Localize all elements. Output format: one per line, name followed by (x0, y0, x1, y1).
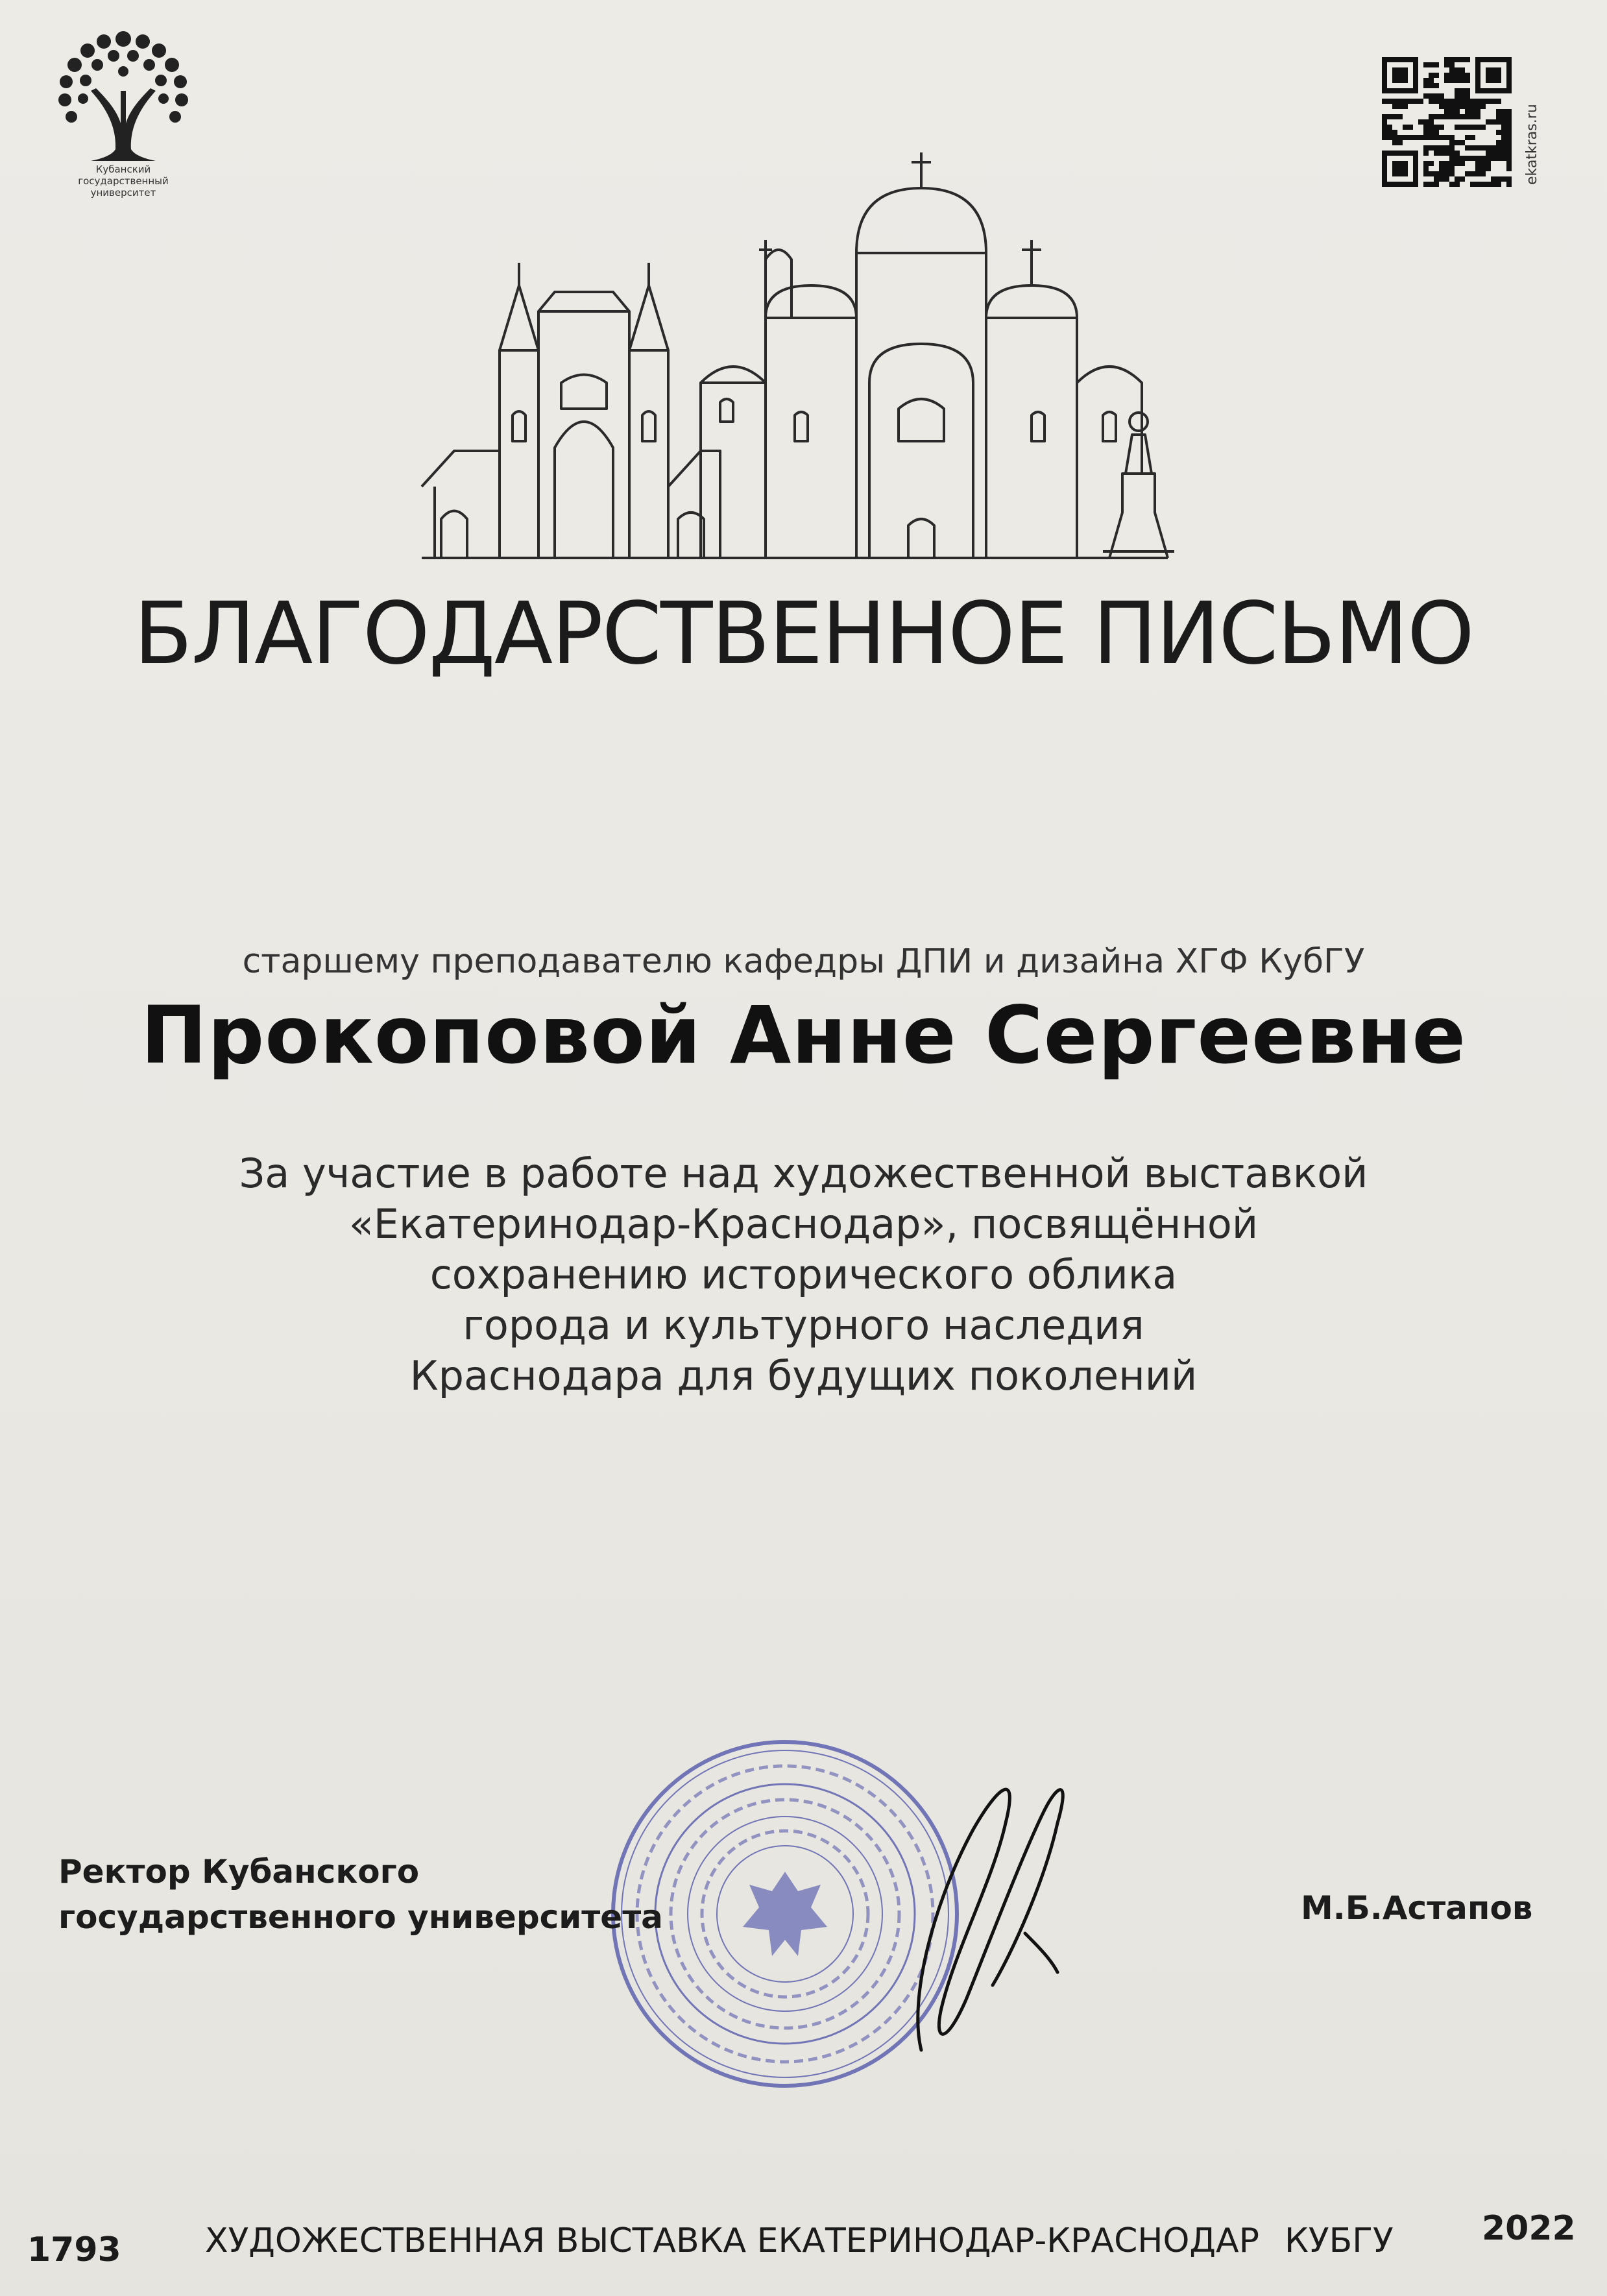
signatory-title: Ректор Кубанского государственного университета (58, 1853, 663, 1936)
university-logo (26, 13, 221, 208)
svg-text:государственный: государственный (78, 175, 169, 187)
handwritten-signature (895, 1739, 1090, 2076)
svg-text:университет: университет (90, 187, 156, 199)
cathedral-illustration (415, 136, 1181, 571)
svg-text:Кубанский: Кубанский (95, 163, 151, 175)
qr-url-label (1518, 58, 1544, 188)
qr-code-icon (1382, 57, 1512, 187)
tree-icon (26, 13, 221, 208)
qr-code[interactable] (1382, 57, 1512, 187)
footer-year: 2022 (1482, 2209, 1576, 2248)
footer-year-founded: 1793 (27, 2230, 121, 2269)
recipient-name: Прокоповой Анне Сергеевне (140, 989, 1467, 1082)
reason-paragraph (0, 1148, 1607, 1401)
reason-line: «Екатеринодар-Краснодар», посвящённой (348, 1200, 1259, 1248)
reason-line: сохранению исторического облика (429, 1251, 1178, 1298)
recipient-position: старшему преподавателю кафедры ДПИ и дизайна ХГФ КубГУ (242, 942, 1365, 981)
reason-line: Краснодара для будущих поколений (409, 1352, 1198, 1399)
reason-line: За участие в работе над художественной выставкой (239, 1150, 1368, 1197)
footer-exhibition-name: ХУДОЖЕСТВЕННАЯ ВЫСТАВКА ЕКАТЕРИНОДАР-КРАСНОДАР (205, 2221, 1259, 2260)
reason-line: города и культурного наследия (463, 1301, 1144, 1349)
signatory-name: М.Б.Астапов (1301, 1889, 1533, 1927)
svg-text:ekatkras.ru: ekatkras.ru (1524, 104, 1540, 185)
document-title: БЛАГОДАРСТВЕННОЕ ПИСЬМО (134, 584, 1473, 684)
footer-university: КУБГУ (1285, 2221, 1394, 2260)
